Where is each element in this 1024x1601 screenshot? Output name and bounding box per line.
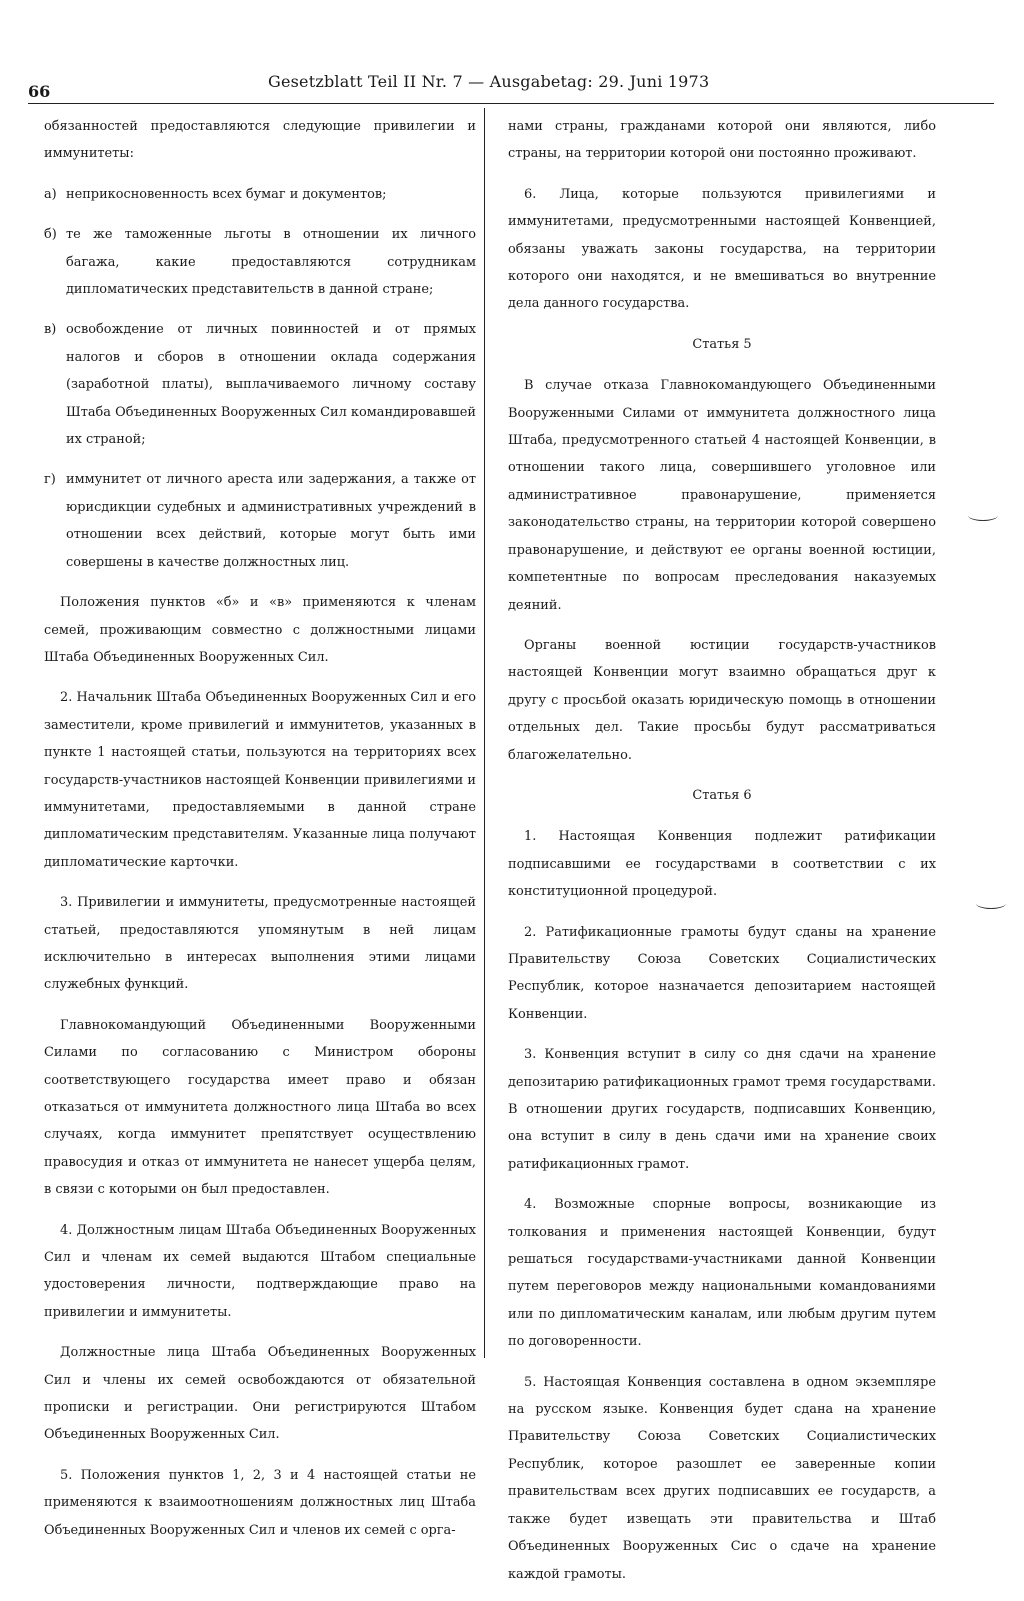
list-item-label: в) [44,322,57,338]
article-heading: Статья 5 [692,336,752,352]
right-column [508,113,936,1601]
paragraph: 2. Ратификационные грамоты будут сданы на хранение Правительству Союза Советских Социалистических Республик, которое назначается депозитарием настоящей Конвенции. [508,924,936,1022]
list-item-text: неприкосновенность всех бумаг и документов; [66,186,387,202]
list-item [44,466,476,576]
list-item [44,181,476,208]
paragraph: 4. Возможные спорные вопросы, возникающие из толкования и применения настоящей Конвенции, будут решаться государствами-участниками данной Конвенции путем переговоров между национальными командованиями или по дипломатическим каналам, или любым другим путем по договоренности. [508,1197,936,1350]
paragraph: 5. Положения пунктов 1, 2, 3 и 4 настоящей статьи не применяются к взаимоотношениям должностных лиц Штаба Объединенных Вооруженных Сил и членов их семей с орга- [44,1467,476,1538]
list-item-text: иммунитет от личного ареста или задержания, а также от юрисдикции судебных и административных учреждений в отношении всех действий, которые могут быть ими совершены в качестве должностных лиц. [66,472,476,570]
paragraph: В случае отказа Главнокомандующего Объединенными Вооруженными Силами от иммунитета должностного лица Штаба, предусмотренного статьей 4 настоящей Конвенции, в отношении такого лица, совершившего уголовное или административное правонарушение, применяется законодательство страны, на территории которой совершено правонарушение, и действуют ее органы военной юстиции, компетентные по вопросам преследования наказуемых деяний. [508,378,936,613]
article-heading: Статья 6 [692,787,752,803]
list-item-text: освобождение от личных повинностей и от прямых налогов и сборов в отношении оклада содержания (заработной платы), выплачиваемого личному составу Штаба Объединенных Вооруженных Сил командировавшей их страной; [66,322,476,448]
paragraph: Главнокомандующий Объединенными Вооруженными Силами по согласованию с Министром обороны соответствующего государства имеет право и обязан отказаться от иммунитета должностного лица Штаба во всех случаях, когда иммунитет препятствует осуществлению правосудия и отказ от иммунитета не нанесет ущерба целям, в связи с которыми он был предоставлен. [44,1017,476,1198]
paragraph: нами страны, гражданами которой они являются, либо страны, на территории которой они постоянно проживают. [508,119,936,162]
list-item [44,221,476,303]
paragraph: Органы военной юстиции государств-участников настоящей Конвенции могут взаимно обращаться друг к другу с просьбой оказать юридическую помощь в отношении отдельных дел. Такие просьбы будут рассматриваться благожелательно. [508,637,936,763]
list-item-label: б) [44,227,57,243]
paragraph: обязанностей предоставляются следующие привилегии и иммунитеты: [44,119,476,162]
running-title: Gesetzblatt Teil II Nr. 7 — Ausgabetag: 29. Juni 1973 [268,72,710,91]
list-item-label: а) [44,186,57,202]
paragraph: 3. Конвенция вступит в силу со дня сдачи на хранение депозитарию ратификационных грамот тремя государствами. В отношении других государств, подписавших Конвенцию, она вступит в силу в день сдачи ими на хранение своих ратификационных грамот. [508,1047,936,1172]
left-column [44,113,476,1557]
header-rule [28,103,994,104]
paragraph: Положения пунктов «б» и «в» применяются к членам семей, проживающим совместно с должностными лицами Штаба Объединенных Вооруженных Сил. [44,595,476,665]
paragraph: 6. Лица, которые пользуются привилегиями и иммунитетами, предусмотренными настоящей Конвенцией, обязаны уважать законы государства, на территории которого они находятся, и не вмешиваться во внутренние дела данного государства. [508,186,936,312]
paragraph: Должностные лица Штаба Объединенных Вооруженных Сил и члены их семей освобождаются от обязательной прописки и регистрации. Они регистрируются Штабом Объединенных Вооруженных Сил. [44,1345,476,1443]
paragraph: 2. Начальник Штаба Объединенных Вооруженных Сил и его заместители, кроме привилегий и иммунитетов, указанных в пункте 1 настоящей статьи, пользуются на территориях всех государств-участников настоящей Конвенции привилегиями и иммунитетами, предоставляемыми в данной стране дипломатическим представителям. Указанные лица получают дипломатические карточки. [44,690,476,870]
margin-mark [968,510,998,521]
list-item-label: г) [44,472,56,488]
paragraph: 4. Должностным лицам Штаба Объединенных Вооруженных Сил и членам их семей выдаются Штабом специальные удостоверения личности, подтверждающие право на привилегии и иммунитеты. [44,1222,476,1320]
margin-mark [976,898,1006,909]
list-item [44,316,476,453]
paragraph: 3. Привилегии и иммунитеты, предусмотренные настоящей статьей, предоставляются упомянутым в ней лицам исключительно в интересах выполнения этими лицами служебных функций. [44,895,476,993]
page-header [28,72,994,102]
paragraph: 1. Настоящая Конвенция подлежит ратификации подписавшими ее государствами в соответствии с их конституционной процедурой. [508,829,936,900]
page-number: 66 [28,82,51,101]
paragraph: 5. Настоящая Конвенция составлена в одном экземпляре на русском языке. Конвенция будет сдана на хранение Правительству Союза Советских Социалистических Республик, которое разошлет ее заверенные копии правительствам всех других подписавших ее государств, а также будет извещать эти правительства и Штаб Объединенных Вооруженных Сис о сдаче на хранение каждой грамоты. [508,1374,936,1582]
list-item-text: те же таможенные льготы в отношении их личного багажа, какие предоставляются сотрудникам дипломатических представительств в данной стране; [66,227,476,298]
column-divider [484,108,485,1358]
